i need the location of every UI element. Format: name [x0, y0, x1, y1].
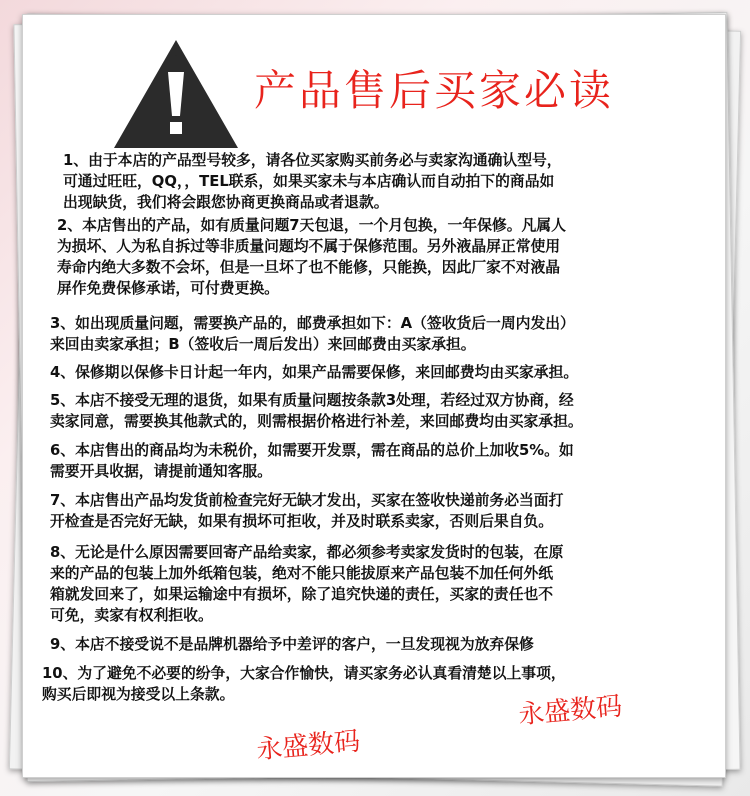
- notice-item: 3、如出现质量问题，需要换产品的，邮费承担如下：A（签收货后一周内发出） 来回由卖家承担；B（签收后一周后发出）来回邮费由买家承担。: [50, 315, 575, 353]
- notice-item: 4、保修期以保修卡日计起一年内，如果产品需要保修，来回邮费均由买家承担。: [50, 364, 579, 381]
- notice-item: 1、由于本店的产品型号较多，请各位买家购买前务必与卖家沟通确认型号， 可通过旺旺，QQ，，TEL联系，如果买家未与本店确认而自动拍下的商品如 出现缺货，我们将会跟您协商更换商品或者退款。: [63, 152, 562, 211]
- notice-item: 6、本店售出的商品均为未税价，如需要开发票，需在商品的总价上加收5%。如 需要开具收据，请提前通知客服。: [50, 442, 574, 480]
- notice-item: 2、本店售出的产品，如有质量问题7天包退，一个月包换，一年保修。凡属人 为损坏、人为私自拆过等非质量问题均不属于保修范围。另外液晶屏正常使用 寿命内绝大多数不会坏，但是一旦坏了也不能修，只能换，因此厂家不对液晶 屏作免费保修承诺，可付费更换。: [57, 217, 566, 297]
- shop-watermark: 永盛数码: [255, 726, 362, 766]
- notice-item: 9、本店不接受说不是品牌机器给予中差评的客户，一旦发现视为放弃保修: [50, 636, 534, 653]
- notice-item: 7、本店售出产品均发货前检查完好无缺才发出，买家在签收快递前务必当面打 开检查是否完好无缺，如果有损坏可拒收，并及时联系卖家，否则后果自负。: [50, 492, 564, 530]
- notice-item: 5、本店不接受无理的退货，如果有质量问题按条款3处理，若经过双方协商，经 卖家同意，需要换其他款式的，则需根据价格进行补差，来回邮费均由买家承担。: [50, 392, 583, 430]
- page-title: 产品售后买家必读: [254, 66, 615, 115]
- notice-item: 8、无论是什么原因需要回寄产品给卖家，都必须参考卖家发货时的包装，在原 来的产品的包装上加外纸箱包装，绝对不能只能拔原来产品包装不加任何外纸 箱就发回来了，如果运输途中有损坏，除了追究快递的责任，买家的责任也不 可免，卖家有权利拒收。: [50, 544, 564, 624]
- notice-item: 10、为了避免不必要的纷争，大家合作愉快，请买家务必认真看清楚以上事项， 购买后即视为接受以上条款。: [42, 665, 566, 703]
- shop-watermark: 永盛数码: [517, 691, 624, 731]
